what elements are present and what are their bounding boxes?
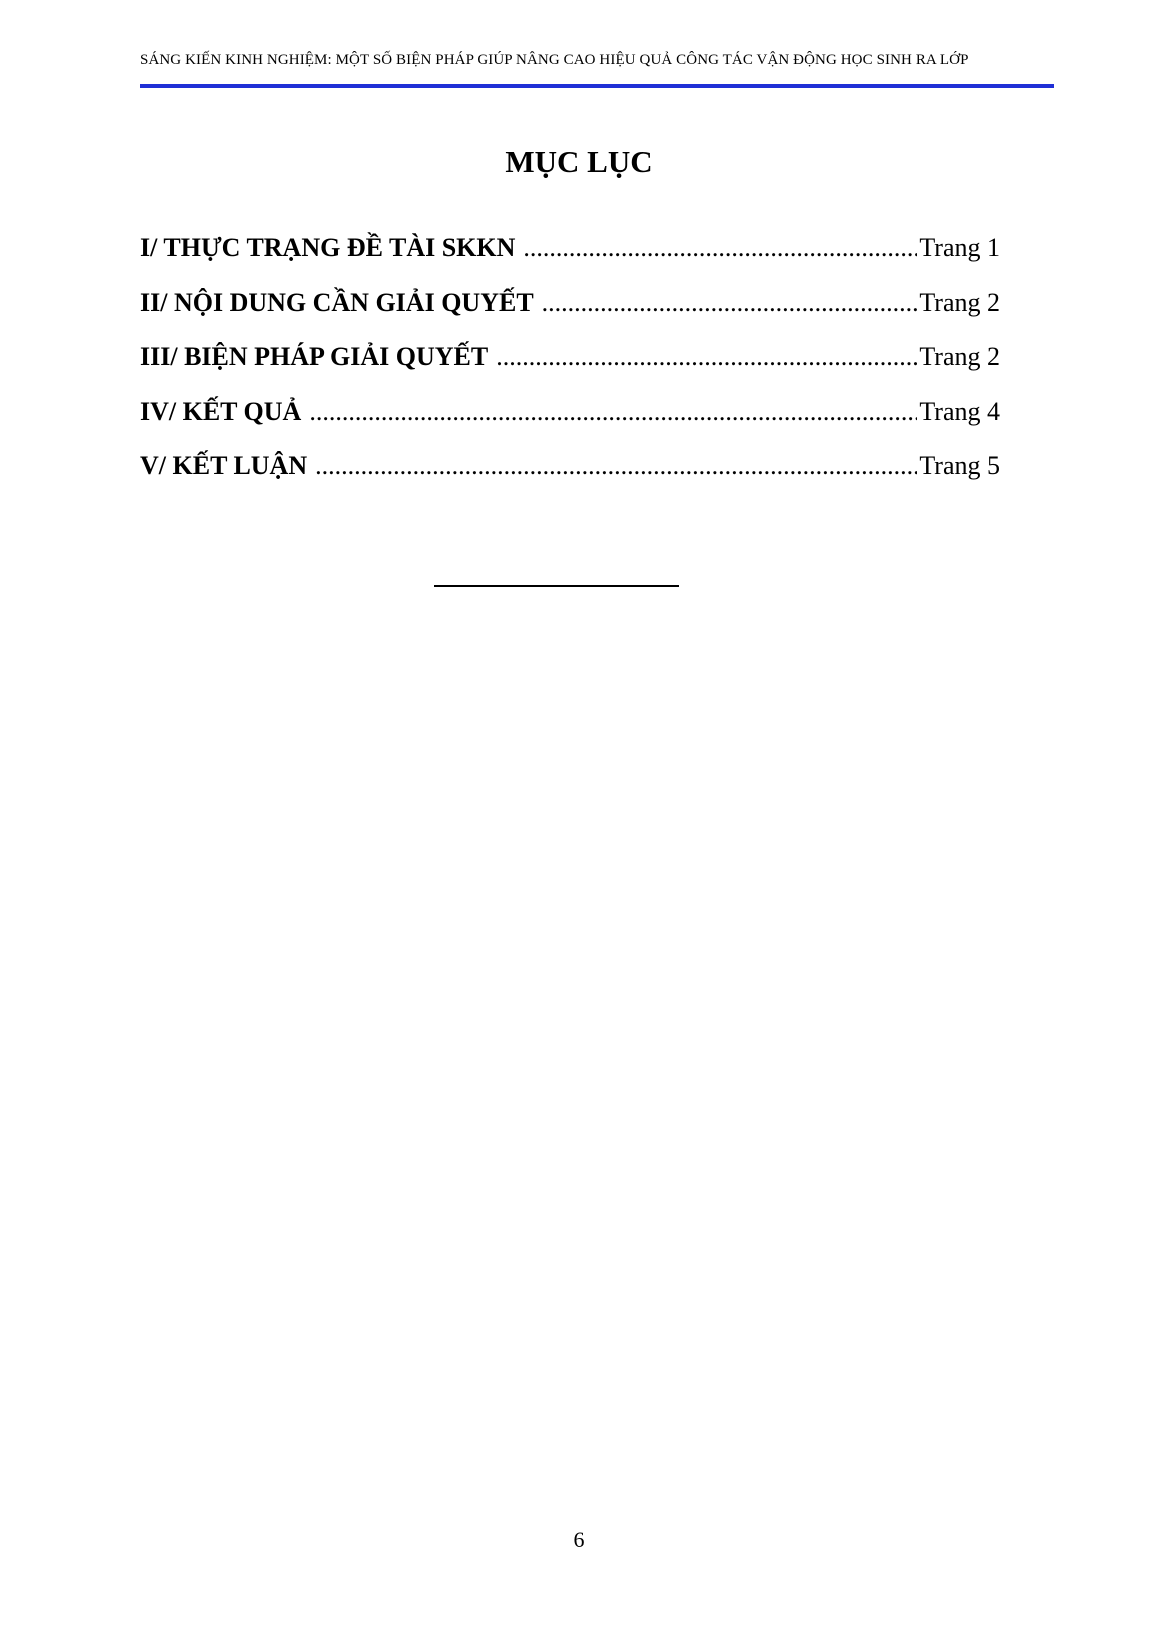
toc-title: MỤC LỤC [505, 144, 653, 179]
running-header: SÁNG KIẾN KINH NGHIỆM: MỘT SỐ BIỆN PHÁP GIÚP NÂNG CAO HIỆU QUẢ CÔNG TÁC VẬN ĐỘNG HỌC SINH RA LỚP [140, 52, 969, 68]
dot-leader [523, 232, 917, 264]
page-number: 6 [573, 1527, 585, 1552]
table-of-contents [140, 232, 1000, 505]
toc-entry[interactable] [140, 287, 1000, 342]
dot-leader [315, 450, 917, 482]
toc-entry-page: Trang 4 [919, 396, 1000, 426]
dot-leader [496, 341, 917, 373]
toc-entry-label: IV/ KẾT QUẢ [140, 396, 302, 426]
toc-entry-page: Trang 2 [919, 287, 1000, 317]
toc-entry-label: V/ KẾT LUẬN [140, 451, 308, 480]
dot-leader [309, 396, 917, 428]
toc-entry[interactable] [140, 396, 1000, 451]
section-end-rule [434, 585, 679, 587]
toc-entry[interactable] [140, 341, 1000, 396]
toc-entry-label: III/ BIỆN PHÁP GIẢI QUYẾT [140, 342, 489, 371]
toc-entry-label: II/ NỘI DUNG CẦN GIẢI QUYẾT [140, 287, 534, 317]
toc-entry-page: Trang 2 [919, 342, 1000, 371]
toc-entry[interactable] [140, 450, 1000, 505]
header-rule [140, 84, 1054, 88]
toc-entry[interactable] [140, 232, 1000, 287]
toc-entry-page: Trang 5 [919, 451, 1000, 480]
dot-leader [542, 287, 918, 319]
toc-entry-page: Trang 1 [919, 233, 1000, 262]
toc-entry-label: I/ THỰC TRẠNG ĐỀ TÀI SKKN [140, 233, 516, 262]
